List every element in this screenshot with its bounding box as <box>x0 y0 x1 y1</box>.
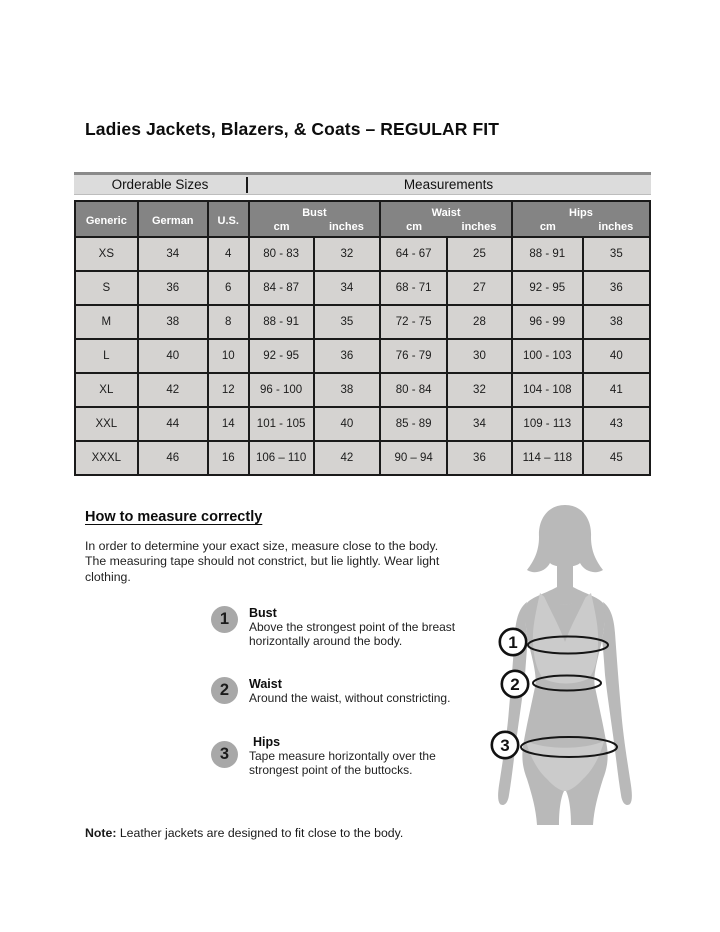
measure-step-bust <box>211 606 481 649</box>
size-cell: 16 <box>208 441 249 475</box>
unit-header-hips-inches: inches <box>583 220 650 237</box>
size-cell: 28 <box>447 305 512 339</box>
figure-marker-1-number: 1 <box>508 633 518 652</box>
size-row <box>75 407 650 441</box>
size-cell: 34 <box>138 237 208 271</box>
section-divider <box>246 177 248 193</box>
size-cell: 8 <box>208 305 249 339</box>
size-cell: 38 <box>583 305 650 339</box>
size-cell: 38 <box>314 373 381 407</box>
size-cell: XXXL <box>75 441 138 475</box>
howto-heading: How to measure correctly <box>85 509 263 525</box>
group-header-waist: Waist <box>380 201 512 220</box>
note-label: Note: <box>85 826 117 840</box>
size-cell: 43 <box>583 407 650 441</box>
size-cell: 6 <box>208 271 249 305</box>
size-cell: 40 <box>138 339 208 373</box>
col-header-us: U.S. <box>208 201 249 237</box>
size-row <box>75 237 650 271</box>
size-cell: 84 - 87 <box>249 271 314 305</box>
size-row <box>75 339 650 373</box>
measurement-figure <box>480 495 670 825</box>
size-cell: 32 <box>447 373 512 407</box>
size-cell: 85 - 89 <box>380 407 447 441</box>
group-header-bust: Bust <box>249 201 381 220</box>
size-row <box>75 271 650 305</box>
size-cell: 101 - 105 <box>249 407 314 441</box>
step-title: Waist <box>249 676 282 691</box>
step-text <box>249 677 481 706</box>
figure-marker-3-number: 3 <box>500 736 510 755</box>
size-cell: 88 - 91 <box>249 305 314 339</box>
step-title: Hips <box>253 735 281 750</box>
page-title: Ladies Jackets, Blazers, & Coats – REGULAR FIT <box>85 119 500 139</box>
size-cell: 36 <box>447 441 512 475</box>
section-header-measurements: Measurements <box>403 177 494 192</box>
howto-intro-line: The measuring tape should not constrict, but lie lightly. Wear light <box>85 554 440 569</box>
size-cell: 30 <box>447 339 512 373</box>
size-cell: 34 <box>314 271 381 305</box>
step-number-badge: 3 <box>211 741 238 768</box>
step-description: Tape measure horizontally over the strongest point of the buttocks. <box>249 749 436 778</box>
measure-step-waist <box>211 677 481 706</box>
size-cell: 32 <box>314 237 381 271</box>
size-cell: 96 - 100 <box>249 373 314 407</box>
section-header-orderable-sizes: Orderable Sizes <box>111 177 209 192</box>
size-cell: 80 - 84 <box>380 373 447 407</box>
size-cell: 100 - 103 <box>512 339 583 373</box>
step-description: Around the waist, without constricting. <box>249 690 451 705</box>
note-text: Leather jackets are designed to fit close to the body. <box>116 826 404 840</box>
howto-intro-line: In order to determine your exact size, measure close to the body. <box>85 539 439 553</box>
size-cell: 88 - 91 <box>512 237 583 271</box>
size-cell: 40 <box>314 407 381 441</box>
size-cell: 36 <box>138 271 208 305</box>
size-cell: 36 <box>583 271 650 305</box>
col-header-generic: Generic <box>75 201 138 237</box>
size-cell: S <box>75 271 138 305</box>
howto-intro <box>85 539 439 585</box>
size-row <box>75 441 650 475</box>
col-header-german: German <box>138 201 208 237</box>
size-cell: 92 - 95 <box>249 339 314 373</box>
size-cell: 90 – 94 <box>380 441 447 475</box>
size-cell: 35 <box>583 237 650 271</box>
size-cell: XS <box>75 237 138 271</box>
size-table-block <box>74 172 651 476</box>
size-cell: 64 - 67 <box>380 237 447 271</box>
group-header-hips: Hips <box>512 201 650 220</box>
body-silhouette-figure <box>480 495 670 825</box>
size-row <box>75 305 650 339</box>
unit-header-hips-cm: cm <box>512 220 583 237</box>
step-description: Above the strongest point of the breast horizontally around the body. <box>249 620 456 648</box>
size-cell: 44 <box>138 407 208 441</box>
size-cell: 104 - 108 <box>512 373 583 407</box>
size-cell: 45 <box>583 441 650 475</box>
size-cell: 12 <box>208 373 249 407</box>
size-cell: 72 - 75 <box>380 305 447 339</box>
measure-step-hips <box>211 735 481 778</box>
size-cell: 4 <box>208 237 249 271</box>
size-cell: 40 <box>583 339 650 373</box>
size-cell: 34 <box>447 407 512 441</box>
size-cell: 38 <box>138 305 208 339</box>
footer-note <box>85 826 403 840</box>
size-cell: 76 - 79 <box>380 339 447 373</box>
unit-header-waist-inches: inches <box>447 220 512 237</box>
size-cell: 96 - 99 <box>512 305 583 339</box>
size-cell: 68 - 71 <box>380 271 447 305</box>
size-cell: 46 <box>138 441 208 475</box>
size-table <box>74 200 651 476</box>
step-number-badge: 1 <box>211 606 238 633</box>
size-cell: 80 - 83 <box>249 237 314 271</box>
size-cell: 42 <box>314 441 381 475</box>
size-cell: 25 <box>447 237 512 271</box>
table-section-header-row <box>74 172 651 195</box>
size-cell: XL <box>75 373 138 407</box>
size-cell: 109 - 113 <box>512 407 583 441</box>
unit-header-waist-cm: cm <box>380 220 447 237</box>
measure-steps-list <box>211 606 481 778</box>
figure-marker-2-number: 2 <box>510 675 520 694</box>
size-cell: 92 - 95 <box>512 271 583 305</box>
step-text <box>249 606 481 649</box>
size-cell: 27 <box>447 271 512 305</box>
figure-right-arm <box>602 602 632 805</box>
size-row <box>75 373 650 407</box>
size-cell: 42 <box>138 373 208 407</box>
size-cell: 41 <box>583 373 650 407</box>
unit-header-bust-cm: cm <box>249 220 314 237</box>
step-number-badge: 2 <box>211 677 238 704</box>
size-cell: L <box>75 339 138 373</box>
size-cell: 36 <box>314 339 381 373</box>
step-text <box>249 735 481 778</box>
size-cell: 106 – 110 <box>249 441 314 475</box>
size-cell: 14 <box>208 407 249 441</box>
size-cell: 114 – 118 <box>512 441 583 475</box>
unit-header-bust-inches: inches <box>314 220 381 237</box>
size-cell: M <box>75 305 138 339</box>
size-cell: XXL <box>75 407 138 441</box>
howto-intro-line: clothing. <box>85 569 131 584</box>
size-cell: 35 <box>314 305 381 339</box>
size-cell: 10 <box>208 339 249 373</box>
size-table-body <box>75 237 650 475</box>
step-title: Bust <box>249 606 277 620</box>
